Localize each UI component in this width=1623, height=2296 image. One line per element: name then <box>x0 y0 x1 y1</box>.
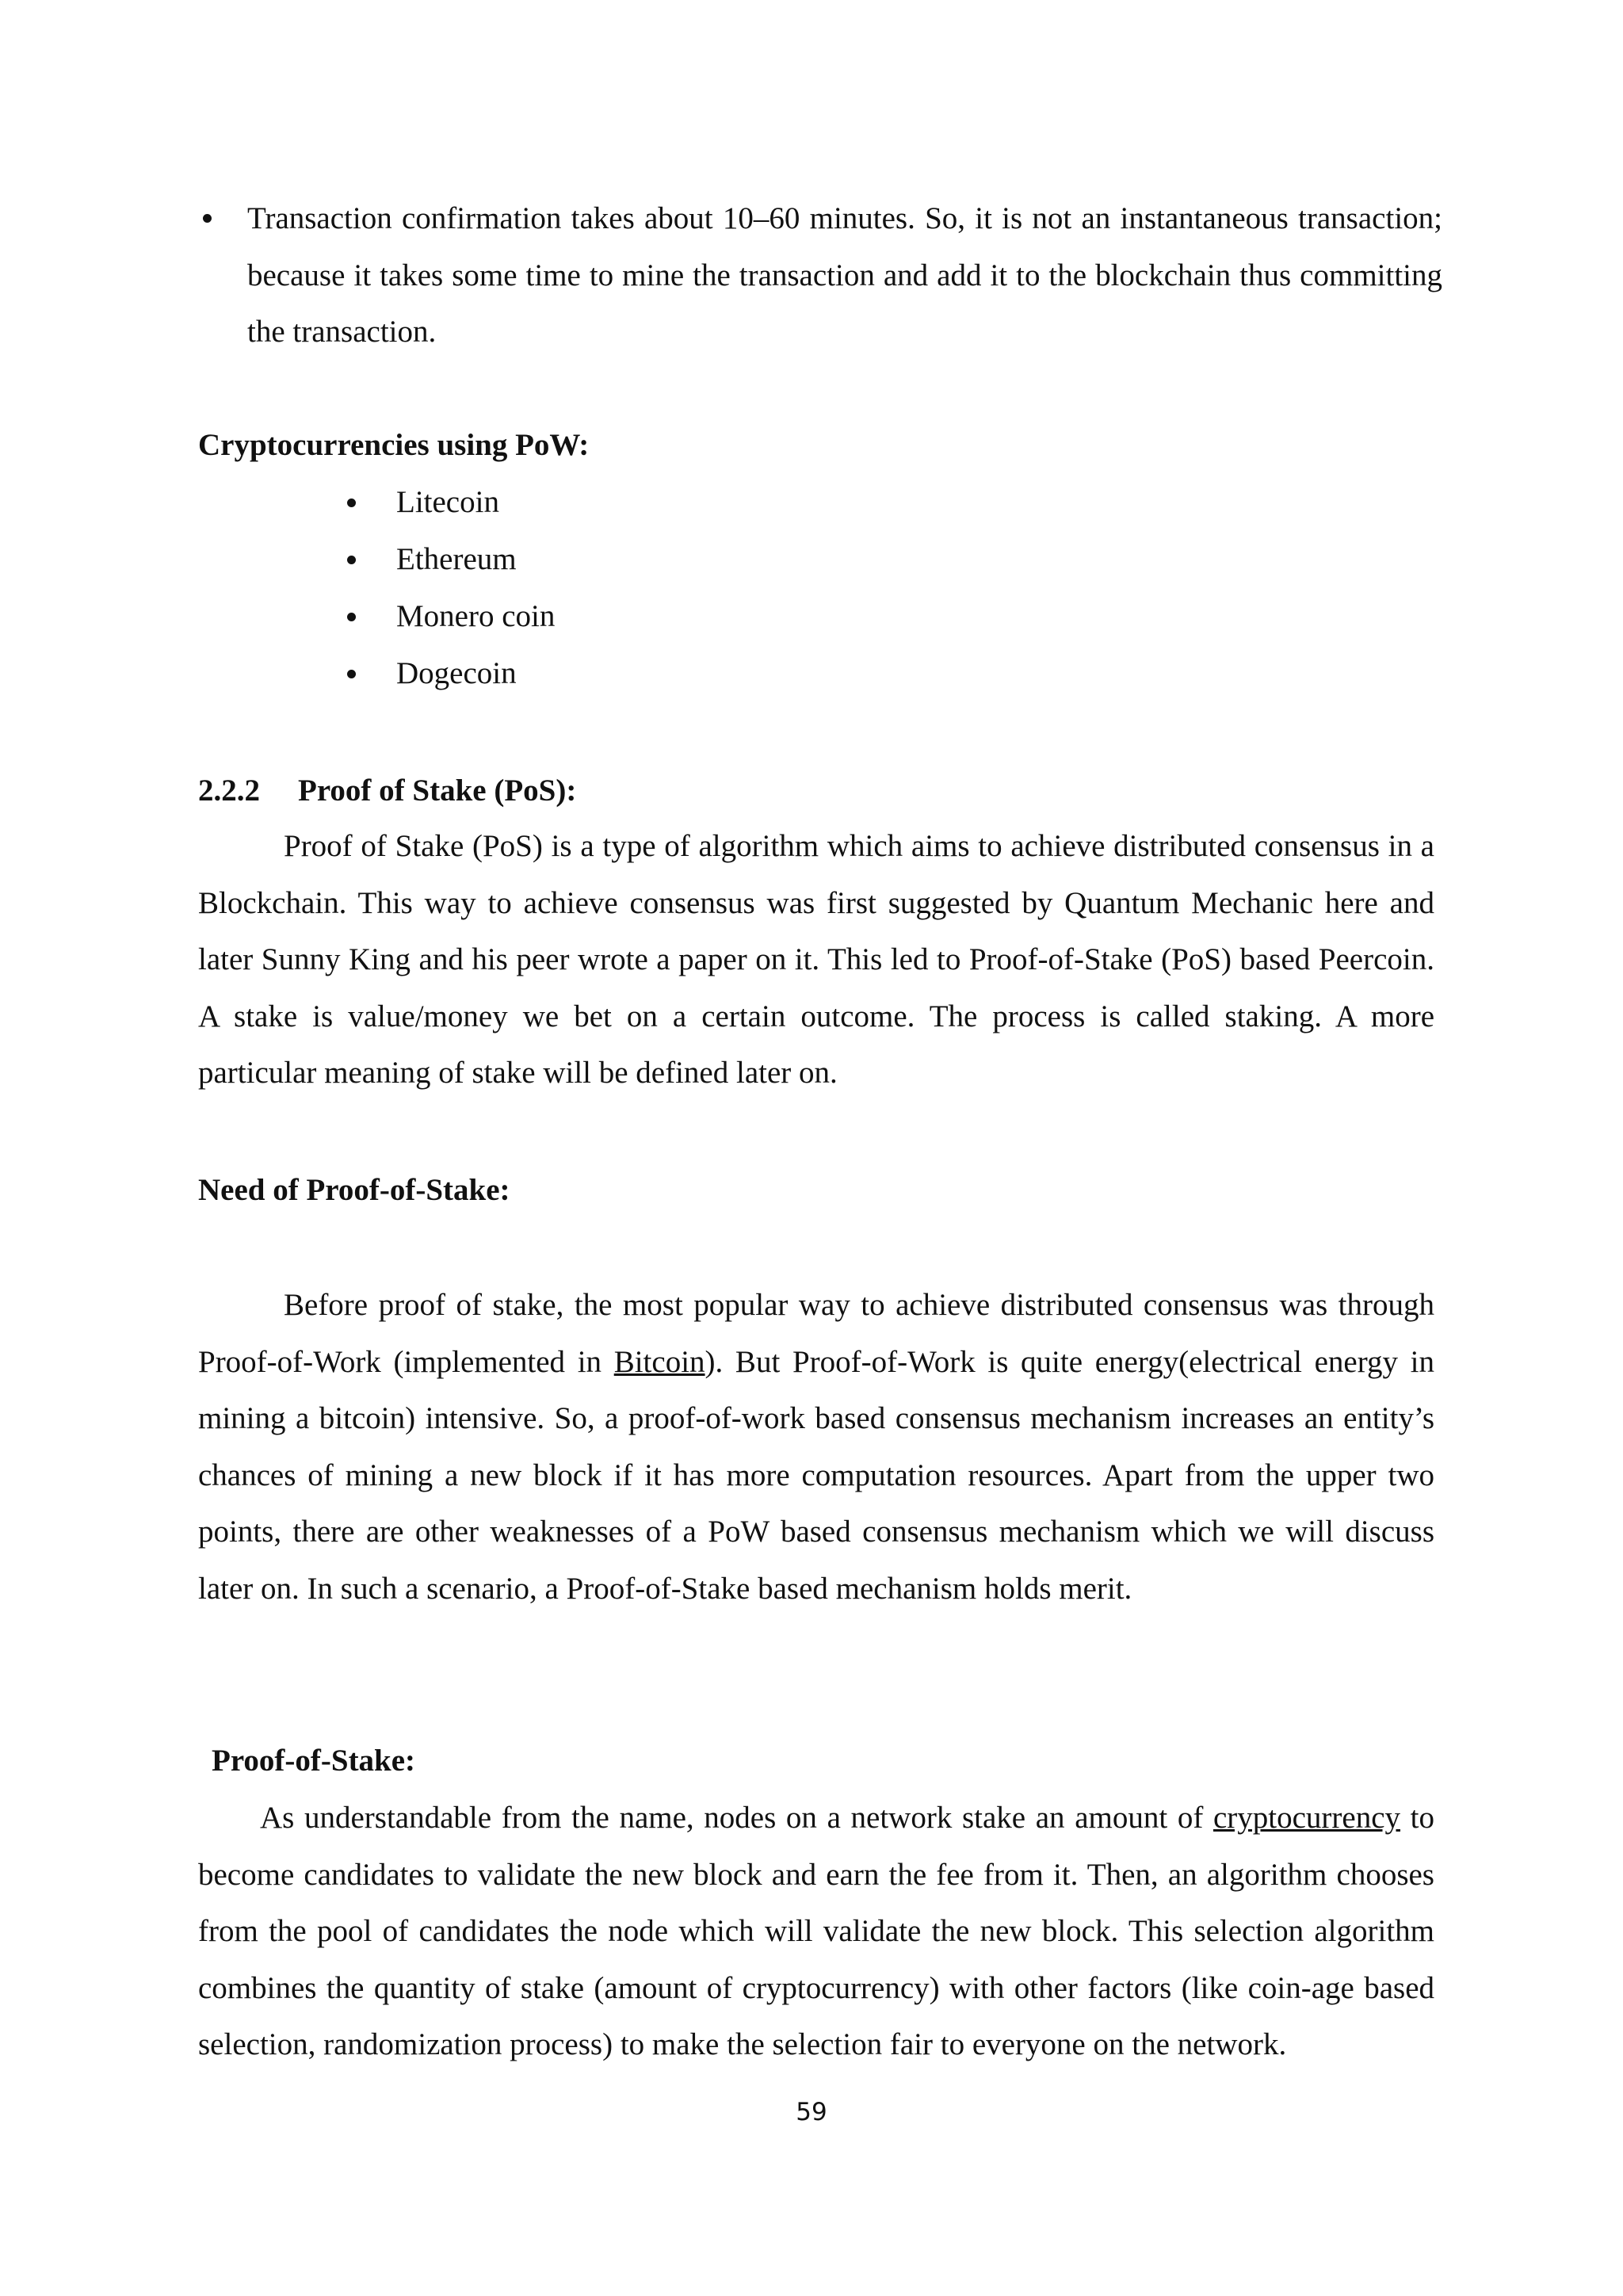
list-item: Monero coin <box>396 599 556 633</box>
transaction-confirmation-paragraph: Transaction confirmation takes about 10–60 minutes. So, it is not an instantaneous transaction; because it takes some time to mine the transaction and add it to the blockchain thus committing the transaction. <box>247 201 1442 349</box>
pos-paragraph: Proof of Stake (PoS) is a type of algorithm which aims to achieve distributed consensus in a Blockchain. This way to achieve consensus was first suggested by Quantum Mechanic here and later Sunny King and his peer wrote a paper on it. This led to Proof-of-Stake (PoS) based Peercoin. A stake is value/money we bet on a certain outcome. The process is called staking. A more particular meaning of stake will be defined later on. <box>198 829 1434 1090</box>
list-item: Ethereum <box>396 542 517 576</box>
cryptocurrency-link[interactable]: cryptocurrency <box>1212 1801 1401 1835</box>
stake-text-end: to become candidates to validate the new block and earn the fee from it. Then, an algorithm chooses from the pool of candidates the node which will validate the new block. This selection algorithm combines the quantity of stake (amount of cryptocurrency) with other factors (like coin-age based selection, randomization process) to make the selection fair to everyone on the network. <box>198 1801 1434 2061</box>
bullet-icon <box>347 613 356 621</box>
bullet-icon <box>347 556 356 564</box>
section-title: Proof of Stake (PoS): <box>298 774 577 808</box>
stake-text-start: As understandable from the name, nodes on a network stake an amount of <box>260 1801 1213 1835</box>
need-text-end: ). But Proof-of-Work is quite energy(electrical energy in mining a bitcoin) intensive. So, a proof-of-work based consensus mechanism increases an entity’s chances of mining a new block if it has more computation resources. Apart from the upper two points, there are other weaknesses of a PoW based consensus mechanism which we will discuss later on. In such a scenario, a Proof-of-Stake based mechanism holds merit. <box>198 1344 1435 1606</box>
need-paragraph <box>198 1277 1434 1617</box>
proof-of-stake-paragraph <box>198 1790 1434 2073</box>
page-number: 59 <box>796 2098 827 2126</box>
need-heading: Need of Proof-of-Stake: <box>198 1173 510 1207</box>
section-number: 2.2.2 <box>198 774 260 808</box>
bullet-icon <box>203 214 212 223</box>
need-text-start: Before proof of stake, the most popular way to achieve distributed consensus was through Proof-of-Work (implemented in <box>198 1288 1434 1379</box>
bullet-icon <box>347 670 356 678</box>
list-item: Dogecoin <box>396 656 517 690</box>
list-item: Litecoin <box>396 485 499 519</box>
proof-of-stake-heading: Proof-of-Stake: <box>212 1744 416 1778</box>
bullet-icon <box>347 499 356 507</box>
bitcoin-link[interactable]: Bitcoin <box>613 1344 705 1379</box>
pow-heading: Cryptocurrencies using PoW: <box>198 428 590 462</box>
